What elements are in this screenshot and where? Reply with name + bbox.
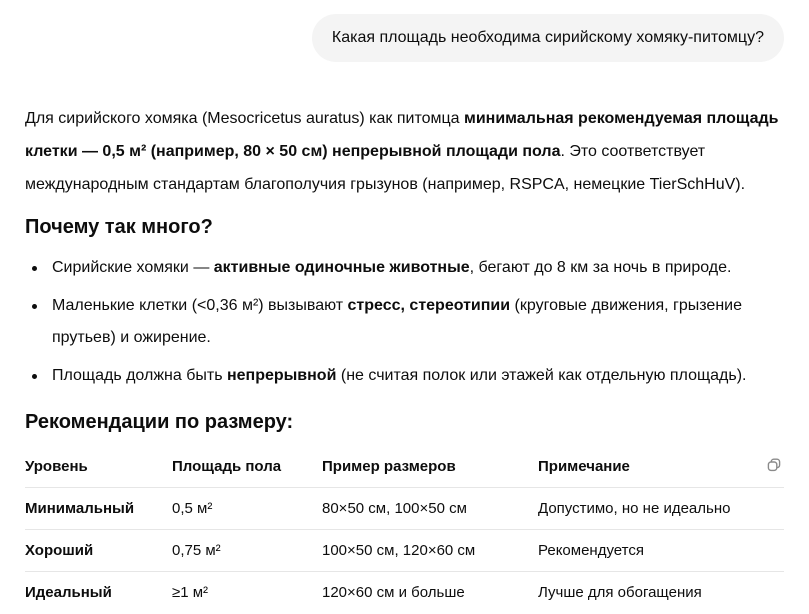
table-row xyxy=(25,488,784,530)
size-table-container xyxy=(25,450,784,613)
assistant-message xyxy=(25,102,784,613)
copy-icon xyxy=(766,457,782,473)
section-heading-why: Почему так много? xyxy=(25,216,213,238)
list-item xyxy=(25,252,784,284)
why-list xyxy=(25,252,784,392)
table-cell-level: Хороший xyxy=(25,530,172,572)
table-cell-example: 100×50 см, 120×60 см xyxy=(322,530,538,572)
list-item-text-bold: активные одиночные животные xyxy=(213,259,470,276)
intro-paragraph xyxy=(25,102,784,201)
size-table xyxy=(25,450,784,613)
table-cell-note: Допустимо, но не идеально xyxy=(538,488,784,530)
list-item-text-pre: Площадь должна быть xyxy=(52,367,227,384)
list-item-text-pre: Маленькие клетки (<0,36 м²) вызывают xyxy=(52,297,348,314)
table-cell-level: Идеальный xyxy=(25,584,112,601)
list-item-text-bold: непрерывной xyxy=(226,367,337,384)
section-heading-recommendations: Рекомендации по размеру: xyxy=(25,411,294,433)
table-cell-area: 0,75 м² xyxy=(172,530,322,572)
intro-text-bold: минимальная рекомендуемая площадь клетки — 0,5 м² (например, 80 × 50 см) непрерывной площади пола xyxy=(25,110,779,160)
copy-table-button[interactable] xyxy=(764,455,784,475)
table-header-cell: Уровень xyxy=(25,450,172,488)
user-message-bubble xyxy=(312,14,784,62)
intro-text-post: . Это соответствует международным стандартам благополучия грызунов (например, RSPCA, немецкие TierSchHuV). xyxy=(25,143,746,193)
table-cell-area: 0,5 м² xyxy=(172,488,322,530)
table-cell-note: Рекомендуется xyxy=(538,530,784,572)
list-item xyxy=(25,360,784,392)
table-cell-example: 120×60 см и больше xyxy=(322,584,465,601)
list-item-text-post: (не считая полок или этажей как отдельную площадь). xyxy=(336,367,747,384)
user-message-row xyxy=(25,0,784,62)
list-item-text-pre: Сирийские хомяки — xyxy=(52,259,214,276)
table-header-row xyxy=(25,450,784,488)
table-header-cell: Пример размеров xyxy=(322,450,538,488)
table-header-cell: Площадь пола xyxy=(172,450,322,488)
table-header-cell: Примечание xyxy=(538,450,784,488)
user-message-text: Какая площадь необходима сирийскому хомяку-питомцу? xyxy=(331,29,764,46)
list-item-text-bold: стресс, стереотипии xyxy=(347,297,511,314)
list-item-text-post: , бегают до 8 км за ночь в природе. xyxy=(469,259,732,276)
table-row xyxy=(25,572,784,614)
table-cell-area: ≥1 м² xyxy=(172,584,209,601)
table-cell-note: Лучше для обогащения xyxy=(538,584,702,601)
list-item-text-post: (круговые движения, грызение прутьев) и ожирение. xyxy=(52,297,742,346)
table-cell-level: Минимальный xyxy=(25,488,172,530)
list-item xyxy=(25,290,784,354)
table-row xyxy=(25,530,784,572)
table-cell-example: 80×50 см, 100×50 см xyxy=(322,488,538,530)
intro-text-pre: Для сирийского хомяка (Mesocricetus auratus) как питомца xyxy=(25,110,464,127)
